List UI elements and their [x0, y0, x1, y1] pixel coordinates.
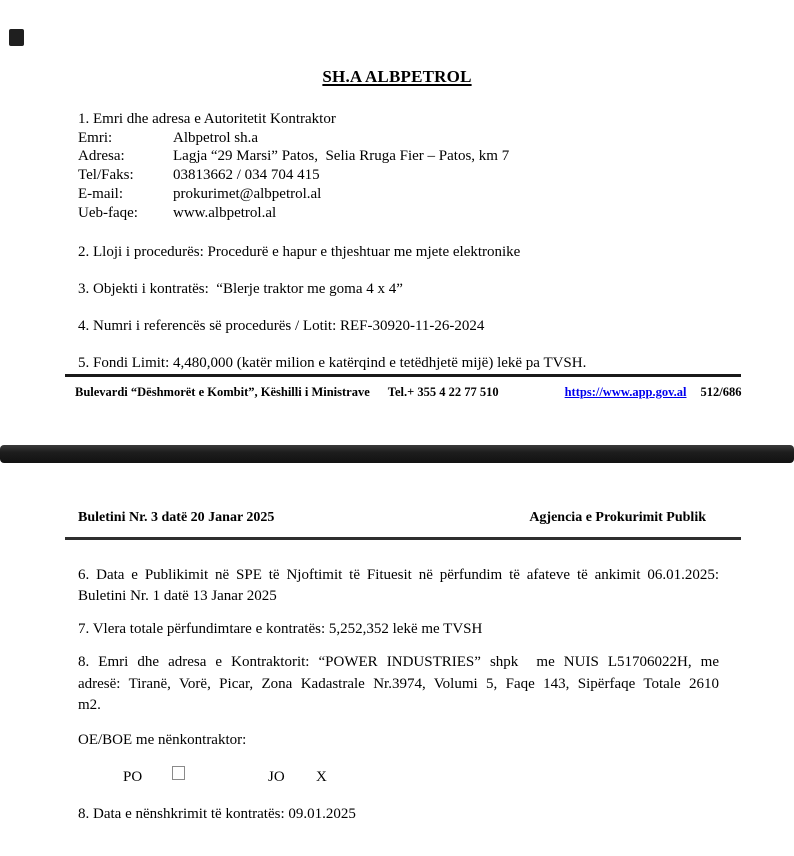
value-email: prokurimet@albpetrol.al [173, 185, 322, 202]
page-separator-band [0, 445, 794, 463]
label-email: E-mail: [78, 185, 123, 202]
label-webfaqe: Ueb-faqe: [78, 204, 138, 221]
authority-row-email [78, 185, 509, 204]
page1-footer [75, 385, 742, 400]
item-contractor-details [78, 652, 719, 717]
label-adresa: Adresa: [78, 148, 125, 165]
item6-line1: 6. Data e Publikimit në SPE të Njoftimit të Fituesit në përfundim të afateve të ankimit 06.01.2025: [78, 567, 719, 583]
item-publication-date [78, 565, 719, 607]
subcontractor-question: OE/BOE me nënkontraktor: [78, 732, 247, 748]
value-webfaqe: www.albpetrol.al [173, 204, 277, 221]
footer-phone: Tel.+ 355 4 22 77 510 [387, 385, 499, 399]
authority-row-name [78, 129, 509, 148]
app-gov-link[interactable]: https://www.app.gov.al [564, 385, 687, 399]
item8-line2: adresë: Tiranë, Vorë, Picar, Zona Kadastrale Nr.3974, Volumi 5, Faqe 143, Sipërfaqe Totale 2610 [78, 675, 719, 692]
item-contract-object: 3. Objekti i kontratës: “Blerje traktor me goma 4 x 4” [78, 281, 403, 297]
po-label: PO [123, 769, 143, 785]
page1-footer-rule [65, 374, 741, 377]
item-limit-fund: 5. Fondi Limit: 4,480,000 (katër milion e katërqind e tetëdhjetë mijë) lekë pa TVSH. [78, 355, 587, 371]
page2-header-rule [65, 537, 741, 540]
bulletin-header-agency: Agjencia e Prokurimit Publik [529, 510, 706, 525]
item-contract-signing-date: 8. Data e nënshkrimit të kontratës: 09.01.2025 [78, 806, 356, 822]
item8-line1: 8. Emri dhe adresa e Kontraktorit: “POWER INDUSTRIES” shpk me NUIS L51706022H, me [78, 654, 719, 670]
po-checkbox-icon [172, 766, 185, 780]
section-1-heading: 1. Emri dhe adresa e Autoritetit Kontraktor [78, 111, 336, 127]
document-title: SH.A ALBPETROL [322, 67, 472, 86]
authority-row-website [78, 204, 509, 223]
jo-x-mark: X [316, 769, 327, 785]
page-edge-artifact [9, 29, 24, 46]
value-telfaks: 03813662 / 034 704 415 [173, 167, 320, 184]
item8-line3: m2. [78, 697, 101, 713]
value-adresa: Lagja “29 Marsi” Patos, Selia Rruga Fier – Patos, km 7 [173, 148, 510, 165]
bulletin-header-title: Buletini Nr. 3 datë 20 Janar 2025 [78, 510, 275, 525]
authority-row-address [78, 147, 509, 166]
value-emri: Albpetrol sh.a [173, 129, 258, 146]
label-telfaks: Tel/Faks: [78, 167, 134, 184]
label-emri: Emri: [78, 129, 113, 146]
authority-row-telfax [78, 166, 509, 185]
footer-page-number: 512/686 [700, 385, 742, 399]
contracting-authority-section [78, 110, 509, 222]
item-reference-number: 4. Numri i referencës së procedurës / Lotit: REF-30920-11-26-2024 [78, 318, 485, 334]
item6-line2: Buletini Nr. 1 datë 13 Janar 2025 [78, 588, 277, 604]
item-procedure-type: 2. Lloji i procedurës: Procedurë e hapur e thjeshtuar me mjete elektronike [78, 244, 521, 260]
footer-address: Bulevardi “Dëshmorët e Kombit”, Këshilli i Ministrave [75, 385, 370, 399]
subcontractor-answer-row [0, 766, 794, 788]
item-final-contract-value: 7. Vlera totale përfundimtare e kontratës: 5,252,352 lekë me TVSH [78, 621, 483, 637]
jo-label: JO [268, 769, 285, 785]
